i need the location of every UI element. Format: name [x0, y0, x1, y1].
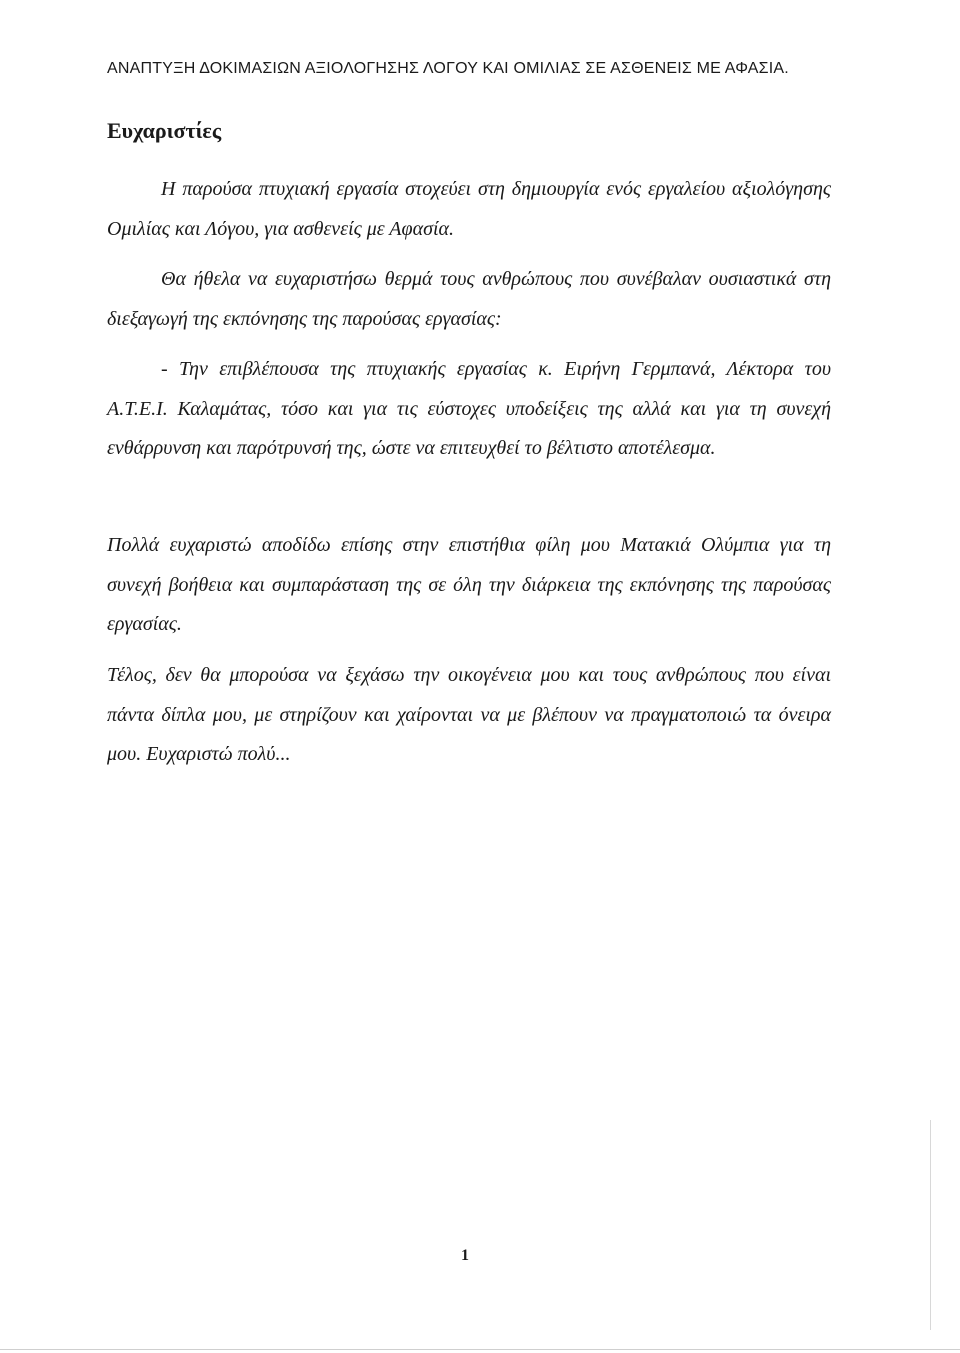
paragraph-supervisor: - Την επιβλέπουσα της πτυχιακής εργασίας κ. Ειρήνη Γερμπανά, Λέκτορα του Α.Τ.Ε.Ι. Καλαμάτας, τόσο και για τις εύστοχες υποδείξεις της αλλά και για τη συνεχή ενθάρρυνση και παρότρυνσή της, ώστε να επιτευχθεί το βέλτιστο αποτέλεσμα.	[107, 358, 831, 459]
section-heading: Ευχαριστίες	[107, 118, 222, 143]
scan-edge-line	[930, 1120, 931, 1330]
paragraph-friend: Πολλά ευχαριστώ αποδίδω επίσης στην επιστήθια φίλη μου Ματακιά Ολύμπια για τη συνεχή βοήθεια και συμπαράσταση της σε όλη την διάρκεια της εκπόνησης της παρούσας εργασίας.	[107, 534, 831, 635]
paragraph-thanks: Θα ήθελα να ευχαριστήσω θερμά τους ανθρώπους που συνέβαλαν ουσιαστικά στη διεξαγωγή της εκπόνησης της παρούσας εργασίας:	[107, 268, 831, 330]
page-number: 1	[461, 1247, 469, 1264]
scan-edge-bottom-line	[0, 1349, 960, 1350]
paragraph-family: Τέλος, δεν θα μπορούσα να ξεχάσω την οικογένεια μου και τους ανθρώπους που είναι πάντα δίπλα μου, με στηρίζουν και χαίρονται να με βλέπουν να πραγματοποιώ τα όνειρα μου. Ευχαριστώ πολύ...	[107, 664, 831, 765]
document-title: ΑΝΑΠΤΥΞΗ ΔΟΚΙΜΑΣΙΩΝ ΑΞΙΟΛΟΓΗΣΗΣ ΛΟΓΟΥ ΚΑΙ ΟΜΙΛΙΑΣ ΣΕ ΑΣΘΕΝΕΙΣ ΜΕ ΑΦΑΣΙΑ.	[107, 60, 789, 77]
paragraph-intro: Η παρούσα πτυχιακή εργασία στοχεύει στη δημιουργία ενός εργαλείου αξιολόγησης Ομιλίας και Λόγου, για ασθενείς με Αφασία.	[107, 178, 831, 240]
